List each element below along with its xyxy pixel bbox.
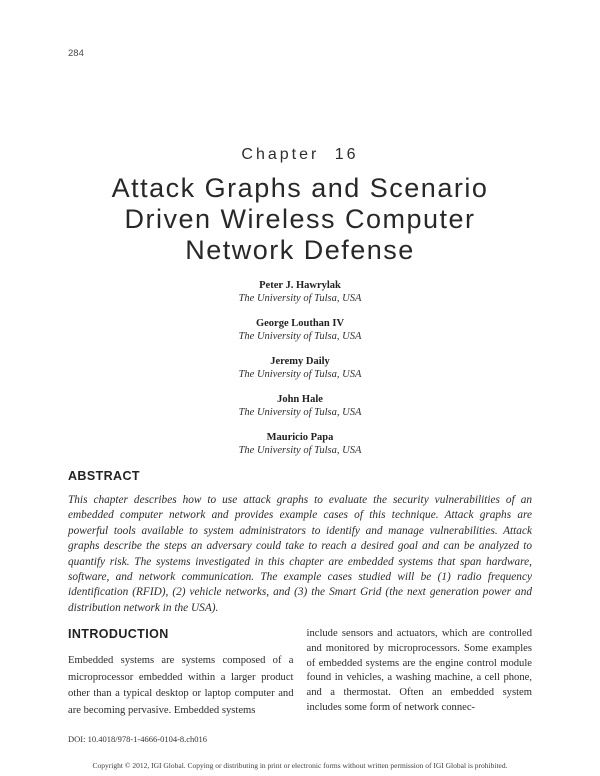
abstract-section [68,469,532,616]
abstract-heading: ABSTRACT [68,469,140,483]
author-entry [0,355,600,381]
title-line: Driven Wireless Computer [124,204,476,234]
copyright-text: Copyright © 2012, IGI Global. Copying or distributing in print or electronic forms without written permission of IGI Global is prohibited. [92,761,508,771]
body-area [68,469,532,729]
chapter-label: Chapter 16 [241,146,359,163]
author-affiliation: The University of Tulsa, USA [238,407,362,418]
chapter-title [0,173,600,266]
author-entry [0,431,600,457]
author-name: George Louthan IV [255,318,345,329]
author-name: Mauricio Papa [266,432,334,443]
author-affiliation: The University of Tulsa, USA [238,293,362,304]
author-affiliation: The University of Tulsa, USA [238,369,362,380]
title-line: Attack Graphs and Scenario [111,173,489,203]
author-entry [0,393,600,419]
doi-text: DOI: 10.4018/978-1-4666-0104-8.ch016 [68,734,208,745]
title-line: Network Defense [185,235,415,265]
chapter-head [0,0,600,266]
author-name: Peter J. Hawrylak [259,280,341,291]
intro-left-text: Embedded systems are systems composed of a microprocessor embedded within a larger product other than a typical desktop or laptop computer and are becoming pervasive. Embedded systems [68,655,294,716]
author-entry [0,317,600,343]
introduction-heading: INTRODUCTION [68,627,169,642]
abstract-text: This chapter describes how to use attack graphs to evaluate the security vulnerabilities of an embedded computer network and provides example cases of this technique. Attack graphs are powerful tools available to system administrators to identify and manage vulnerabilities. Attack graphs describe the steps an adversary could take to reach a desired goal and can be analyzed to quantify risk. The systems investigated in this chapter are embedded systems that span hardware, software, and network communication. The example cases studied will be (1) radio frequency identification (RFID), (2) vehicle networks, and (3) the Smart Grid (the next generation power and distribution network in the USA). [68,494,532,614]
intro-left-column [68,627,294,729]
author-affiliation: The University of Tulsa, USA [238,331,362,342]
authors-list [0,279,600,457]
author-name: John Hale [277,394,323,405]
intro-right-text: include sensors and actuators, which are controlled and monitored by microprocessors. Some examples of embedded systems are the engine control module found in vehicles, a washing machine, a cell phone, and a thermostat. Often an embedded system includes some form of network connec- [306,628,532,713]
author-entry [0,279,600,305]
author-affiliation: The University of Tulsa, USA [238,445,362,456]
intro-right-column [307,627,533,729]
page-number: 284 [68,48,84,59]
introduction-section [68,627,532,729]
author-name: Jeremy Daily [270,356,330,367]
